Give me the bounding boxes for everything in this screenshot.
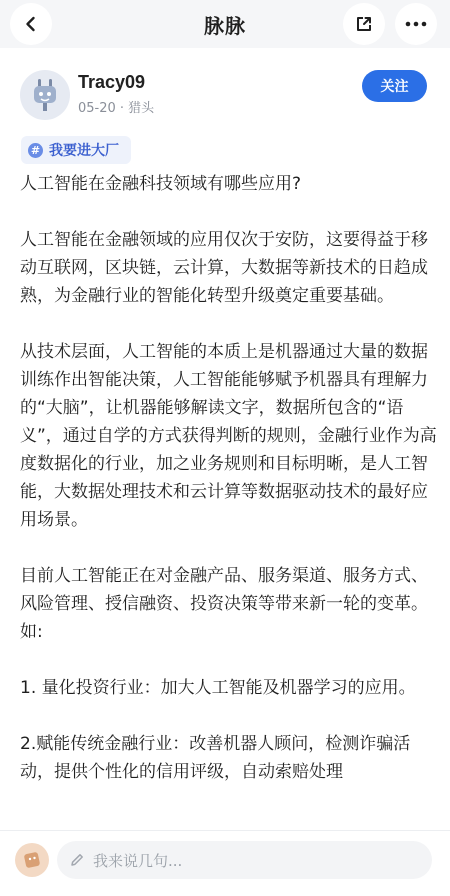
- post-paragraph: 人工智能在金融领域的应用仅次于安防，这要得益于移动互联网，区块链，云计算，大数据等新技术的日趋成熟，为金融行业的智能化转型升级奠定重要基础。: [20, 230, 428, 306]
- post-paragraph: 2.赋能传统金融行业：改善机器人顾问，检测诈骗活动，提供个性化的信用评级，自动索赔处理: [20, 734, 411, 782]
- page-title: 脉脉: [204, 13, 246, 38]
- author-meta: 05-20 · 猎头: [78, 101, 155, 116]
- post-paragraph: 1. 量化投资行业：加大人工智能及机器学习的应用。: [20, 678, 416, 698]
- share-icon: [354, 14, 374, 34]
- comment-bar: [0, 830, 450, 896]
- avatar[interactable]: [20, 70, 70, 120]
- post-paragraph: 人工智能在金融科技领域有哪些应用?: [20, 174, 302, 194]
- comment-placeholder: 我来说几句...: [93, 851, 183, 870]
- my-avatar[interactable]: [15, 843, 49, 877]
- topic-tag[interactable]: [21, 136, 131, 164]
- share-button[interactable]: [343, 3, 385, 45]
- top-bar: [0, 0, 450, 48]
- follow-button[interactable]: 关注: [362, 70, 427, 102]
- topic-tag-label: 我要进大厂: [49, 143, 119, 159]
- author-name[interactable]: Tracy09: [78, 72, 146, 92]
- post-content: [20, 170, 438, 830]
- pen-icon: [69, 852, 85, 868]
- post-paragraph: 目前人工智能正在对金融产品、服务渠道、服务方式、风险管理、授信融资、投资决策等带来新一轮的变革。如:: [20, 566, 428, 642]
- hashtag-icon: #: [28, 143, 43, 158]
- more-icon: [405, 21, 427, 27]
- plug-mascot-icon: [29, 77, 61, 113]
- comment-input[interactable]: [57, 841, 432, 879]
- more-button[interactable]: [395, 3, 437, 45]
- author-row: [20, 60, 430, 124]
- back-button[interactable]: [10, 3, 52, 45]
- chevron-left-icon: [22, 15, 40, 33]
- post-paragraph: 从技术层面，人工智能的本质上是机器通过大量的数据训练作出智能决策，人工智能能够赋予机器具有理解力的“大脑”，让机器能够解读文字，数据所包含的“语义”，通过自学的方式获得判断的规则，金融行业作为高度数据化的行业，加之业务规则和目标明晰，是人工智能，大数据处理技术和云计算等数据驱动技术的最好应用场景。: [20, 342, 437, 530]
- user-avatar-icon: [22, 850, 42, 870]
